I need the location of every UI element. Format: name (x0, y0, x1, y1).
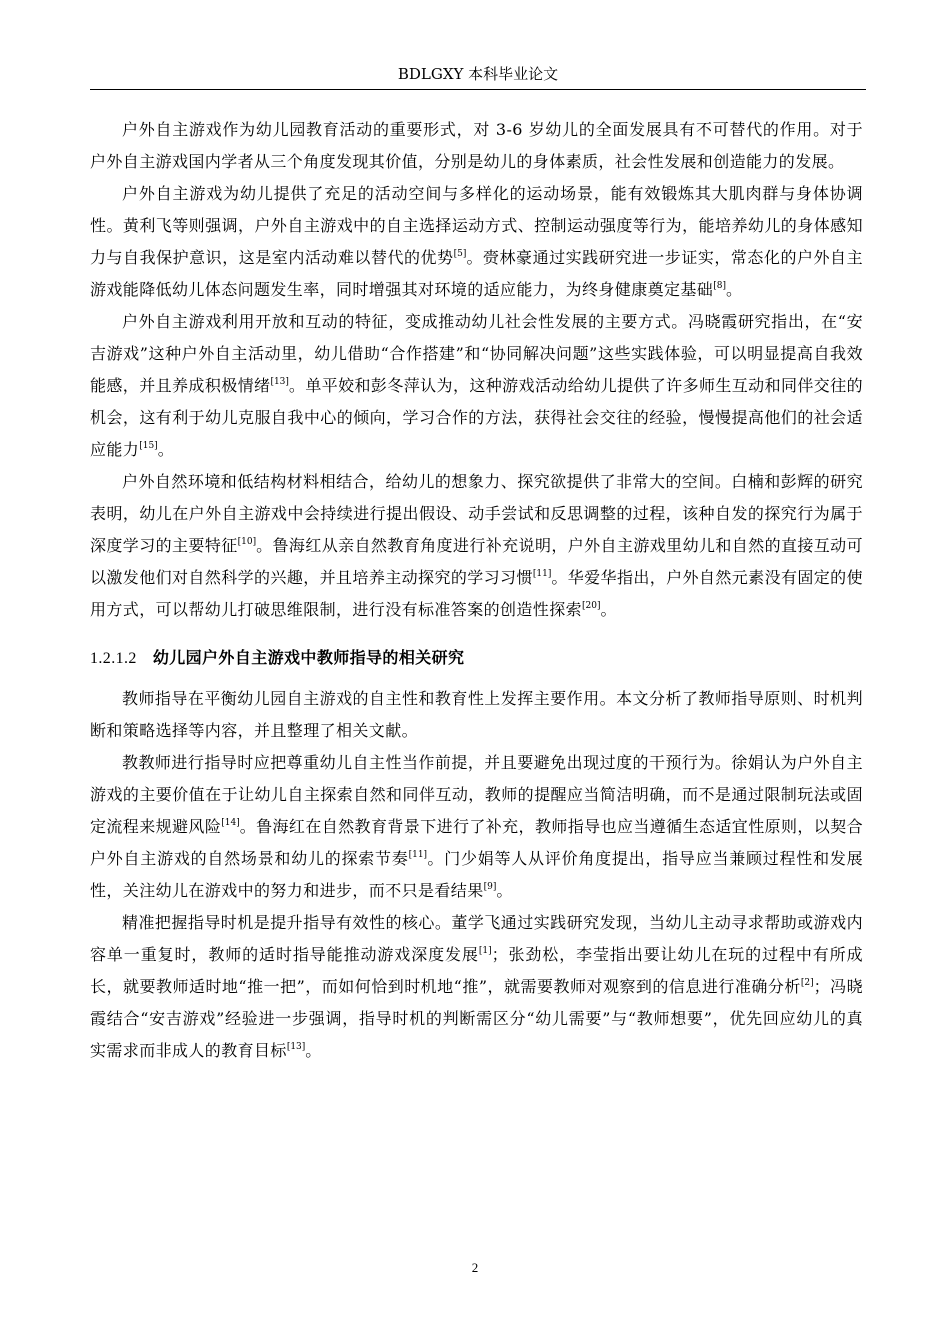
text-run: 。 (725, 280, 743, 299)
text-run: 。单平姣和彭冬萍认为，这种游戏活动给幼儿提供了许多师生互动和同伴交往的机会，这有利于幼儿克服自我中心的倾向，学习合作的方法，获得社会交往的经验，慢慢提高他们的社会适应能力 (90, 376, 863, 459)
paragraph (90, 683, 863, 747)
paragraph (90, 907, 863, 1067)
header-rule (90, 89, 866, 90)
text-run: 户外自主游戏作为幼儿园教育活动的重要形式，对 3-6 岁幼儿的全面发展具有不可替代的作用。对于户外自主游戏国内学者从三个角度发现其价值，分别是幼儿的身体素质，社会性发展和创造能力的发展。 (90, 120, 863, 171)
running-header: BDLGXY 本科毕业论文 (397, 65, 559, 83)
citation-ref: [14] (221, 818, 240, 828)
page-number: 2 (471, 1260, 479, 1275)
paragraph (90, 114, 863, 178)
citation-ref: [11] (408, 850, 428, 860)
text-run: 户外自然环境和低结构材料相结合，给幼儿的想象力、探究欲提供了非常大的空间。白楠和彭辉的研究表明，幼儿在户外自主游戏中会持续进行提出假设、动手尝试和反思调整的过程，该种自发的探究行为属于深度学习的主要特征 (90, 472, 863, 555)
text-run: ；冯晓霞结合“安吉游戏”经验进一步强调，指导时机的判断需区分“幼儿需要”与“教师想要”，优先回应幼儿的真实需求而非成人的教育目标 (90, 977, 863, 1060)
paragraph (90, 306, 863, 466)
text-run: 。 (496, 881, 513, 900)
citation-ref: [9] (483, 882, 497, 892)
text-run: 。鲁海红从亲自然教育角度进行补充说明，户外自主游戏里幼儿和自然的直接互动可以激发他们对自然科学的兴趣，并且培养主动探究的学习习惯 (90, 536, 863, 587)
citation-ref: [1] (478, 946, 492, 956)
paragraph (90, 178, 863, 306)
text-run: 教师指导在平衡幼儿园自主游戏的自主性和教育性上发挥主要作用。本文分析了教师指导原则、时机判断和策略选择等内容，并且整理了相关文献。 (90, 689, 863, 740)
section-title: 幼儿园户外自主游戏中教师指导的相关研究 (152, 648, 465, 667)
citation-ref: [20] (582, 601, 601, 611)
paragraph-group-teacher (90, 683, 863, 1067)
citation-ref: [8] (713, 281, 726, 291)
text-run: 。华爱华指出，户外自然元素没有固定的使用方式，可以帮幼儿打破思维限制，进行没有标准答案的创造性探索 (90, 568, 863, 619)
citation-ref: [13] (270, 377, 289, 387)
text-run: 精准把握指导时机是提升指导有效性的核心。董学飞通过实践研究发现，当幼儿主动寻求帮助或游戏内容单一重复时，教师的适时指导能推动游戏深度发展 (90, 913, 863, 964)
paragraph (90, 466, 863, 626)
citation-ref: [15] (139, 441, 158, 451)
text-run: ；张劲松，李莹指出要让幼儿在玩的过程中有所成长，就要教师适时地“推一把”，而如何恰到时机地“推”，就需要教师对观察到的信息进行准确分析 (90, 945, 863, 996)
text-run: 教教师进行指导时应把尊重幼儿自主性当作前提，并且要避免出现过度的干预行为。徐娟认为户外自主游戏的主要价值在于让幼儿自主探索自然和同伴互动，教师的提醒应当简洁明确，而不是通过限制玩法或固定流程来规避风险 (90, 753, 863, 836)
text-run: 户外自主游戏利用开放和互动的特征，变成推动幼儿社会性发展的主要方式。冯晓霞研究指出，在“安吉游戏”这种户外自主活动里，幼儿借助“合作搭建”和“协同解决问题”这些实践体验，可以明显提高自我效能感，并且养成积极情绪 (90, 312, 863, 395)
citation-ref: [5] (453, 249, 467, 259)
text-run: 。 (305, 1041, 322, 1060)
paragraph-group-intro (90, 114, 863, 626)
text-run: 。 (600, 600, 617, 619)
text-run: 户外自主游戏为幼儿提供了充足的活动空间与多样化的运动场景，能有效锻炼其大肌肉群与身体协调性。黄利飞等则强调，户外自主游戏中的自主选择运动方式、控制运动强度等行为，能培养幼儿的身体感知力与自我保护意识，这是室内活动难以替代的优势 (90, 184, 863, 267)
text-run: 。门少娟等人从评价角度提出，指导应当兼顾过程性和发展性，关注幼儿在游戏中的努力和进步，而不只是看结果 (90, 849, 863, 900)
text-run: 。鲁海红在自然教育背景下进行了补充，教师指导也应当遵循生态适宜性原则，以契合户外自主游戏的自然场景和幼儿的探索节奏 (90, 817, 864, 868)
paragraph (90, 747, 863, 907)
text-run: 。赍林豪通过实践研究进一步证实，常态化的户外自主游戏能降低幼儿体态问题发生率，同时增强其对环境的适应能力，为终身健康奠定基础 (90, 248, 863, 299)
body-text (90, 114, 863, 1067)
section-number: 1.2.1.2 (90, 650, 137, 667)
citation-ref: [13] (286, 1042, 306, 1052)
citation-ref: [2] (800, 978, 814, 988)
section-heading (90, 646, 863, 671)
citation-ref: [11] (532, 569, 552, 579)
citation-ref: [10] (237, 537, 257, 547)
text-run: 。 (157, 440, 175, 459)
